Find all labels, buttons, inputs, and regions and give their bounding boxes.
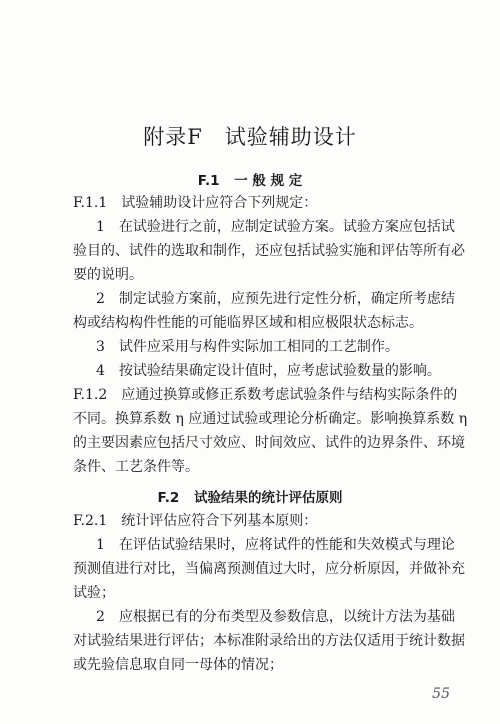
clause-line: 的主要因素应包括尺寸效应、时间效应、试件的边界条件、环境 <box>73 435 465 451</box>
clause-line: F.2.1 统计评估应符合下列基本原则： <box>73 513 318 529</box>
clause-line: 要的说明。 <box>73 267 143 283</box>
clause-line: 3 试件应采用与构件实际加工相同的工艺制作。 <box>96 339 399 355</box>
section-number: F.1 <box>197 173 220 189</box>
clause-line: 验目的、试件的选取和制作，还应包括试验实施和评估等所有必 <box>73 243 465 259</box>
section-number: F.2 <box>157 490 180 506</box>
clause-line: 1 在试验进行之前，应制定试验方案。试验方案应包括试 <box>96 219 455 235</box>
section-heading-f1 <box>0 169 500 189</box>
section-title-text: 试验结果的统计评估原则 <box>193 490 343 506</box>
clause-line: 对试验结果进行评估；本标准附录给出的方法仅适用于统计数据 <box>73 633 465 649</box>
clause-line: 试验； <box>73 585 115 601</box>
section-heading-f2 <box>0 486 500 506</box>
clause-line: 4 按试验结果确定设计值时，应考虑试验数量的影响。 <box>96 363 441 379</box>
section-title-text: 一 般 规 定 <box>234 173 303 189</box>
clause-line: 不同。换算系数 η 应通过试验或理论分析确定。影响换算系数 η <box>73 411 468 427</box>
page-number: 55 <box>432 686 450 702</box>
clause-line: F.1.1 试验辅助设计应符合下列规定： <box>73 195 318 211</box>
appendix-title: 附录F 试验辅助设计 <box>143 125 357 149</box>
clause-line: 2 制定试验方案前，应预先进行定性分析，确定所考虑结 <box>96 291 455 307</box>
clause-line: 预测值进行对比，当偏离预测值过大时，应分析原因，并做补充 <box>73 561 465 577</box>
clause-line: 1 在评估试验结果时，应将试件的性能和失效模式与理论 <box>96 537 455 553</box>
clause-line: 或先验信息取自同一母体的情况； <box>73 657 283 673</box>
clause-line: F.1.2 应通过换算或修正系数考虑试验条件与结构实际条件的 <box>73 387 458 403</box>
clause-line: 条件、工艺条件等。 <box>73 459 199 475</box>
clause-line: 2 应根据已有的分布类型及参数信息，以统计方法为基础 <box>96 609 455 625</box>
clause-line: 构或结构构件性能的可能临界区域和相应极限状态标志。 <box>73 315 423 331</box>
